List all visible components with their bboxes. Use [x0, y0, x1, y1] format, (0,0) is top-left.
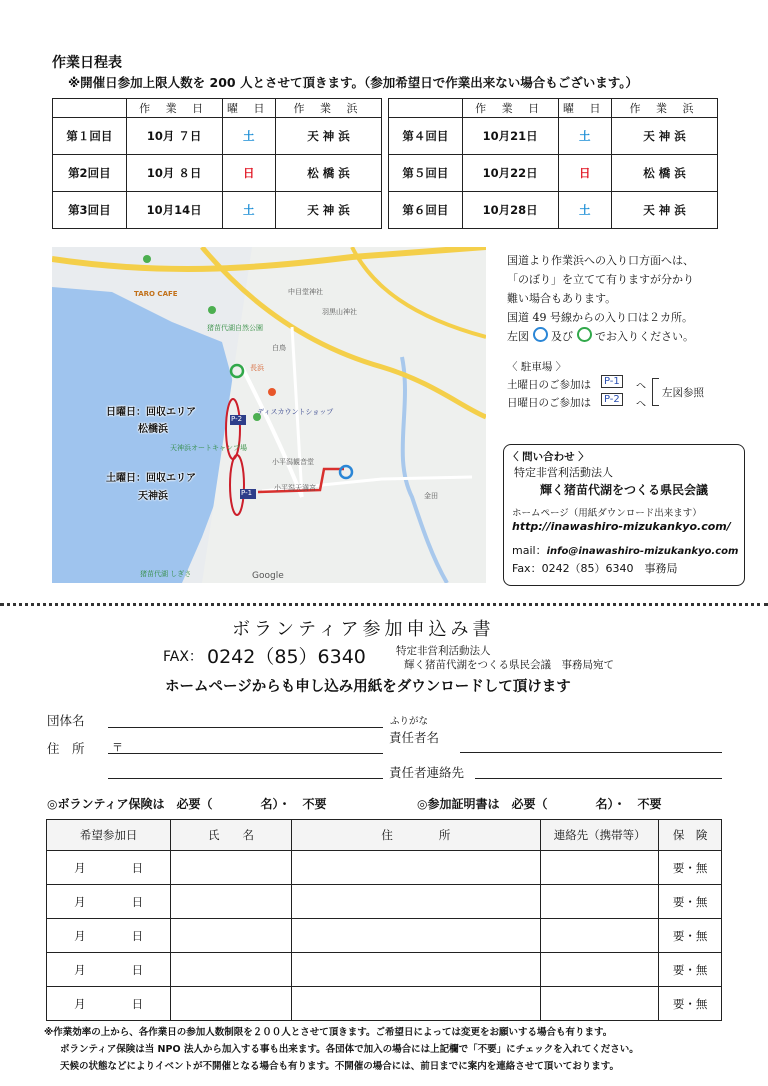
- name-cell[interactable]: [171, 919, 291, 953]
- mail-link[interactable]: info@inawashiro-mizukankyo.com: [546, 546, 739, 557]
- name-cell[interactable]: [171, 987, 291, 1021]
- address-cell[interactable]: [291, 919, 540, 953]
- name-cell[interactable]: [171, 885, 291, 919]
- contact-cell[interactable]: [541, 953, 659, 987]
- session-number: 第2回目: [53, 155, 127, 192]
- name-cell[interactable]: [171, 851, 291, 885]
- sunday-beach-label: 松橋浜: [138, 424, 168, 435]
- contact-cell[interactable]: [541, 987, 659, 1021]
- certificate-option[interactable]: ◎参加証明書は 必要（ 名）・ 不要: [417, 797, 662, 811]
- table-row: [47, 919, 722, 953]
- footer-note-1: ※作業効率の上から、各作業日の参加人数制限を２００人とさせて頂きます。ご希望日によっては変更をお願いする場合も有ります。: [44, 1027, 613, 1038]
- form-title: ボランティア参加申込み書: [232, 619, 495, 640]
- place-kaneda: 金田: [424, 492, 438, 500]
- table-row: [47, 851, 722, 885]
- header-day-right: 曜 日: [558, 99, 611, 118]
- session-date: 10月22日: [462, 155, 558, 192]
- leader-field[interactable]: [460, 752, 722, 753]
- schedule-row: [53, 118, 718, 155]
- session-beach: 松 橋 浜: [611, 155, 717, 192]
- session-number: 第１回目: [53, 118, 127, 155]
- insurance-cell[interactable]: 要・無: [659, 851, 722, 885]
- contact-fax: Fax：0242（85）6340 事務局: [512, 562, 678, 575]
- session-day: 土: [222, 192, 275, 229]
- place-mitsuba: 羽黒山神社: [322, 308, 357, 316]
- note-line: 「のぼり」を立てて有りますが分かり: [507, 273, 694, 286]
- contact-cell[interactable]: [541, 885, 659, 919]
- insurance-cell[interactable]: 要・無: [659, 885, 722, 919]
- note-line: 国道より作業浜への入り口方面へは、: [507, 254, 694, 267]
- insurance-cell[interactable]: 要・無: [659, 953, 722, 987]
- blue-circle-icon: [533, 327, 548, 342]
- table-row: [47, 885, 722, 919]
- place-camp: 天神浜オートキャンプ場: [170, 444, 247, 452]
- bracket-line: [652, 378, 659, 406]
- header-date-left: 作 業 日: [126, 99, 222, 118]
- p1-marker: P-1: [241, 489, 253, 497]
- leader-contact-field[interactable]: [475, 778, 722, 779]
- date-cell[interactable]: 月 日: [47, 919, 171, 953]
- contact-org2: 輝く猪苗代湖をつくる県民会議: [540, 483, 709, 497]
- address-field[interactable]: [108, 753, 383, 754]
- col-address: 住 所: [291, 820, 540, 851]
- directions-note: [507, 251, 694, 346]
- session-day: 土: [558, 192, 611, 229]
- parking-sat: 土曜日のご参加は: [507, 379, 591, 391]
- session-date: 10月14日: [126, 192, 222, 229]
- place-discount: ディスカウントショップ: [257, 408, 334, 416]
- col-contact: 連絡先（携帯等）: [541, 820, 659, 851]
- address-cell[interactable]: [291, 851, 540, 885]
- google-logo: Google: [252, 571, 284, 581]
- col-date: 希望参加日: [47, 820, 171, 851]
- form-download-note: ホームページからも申し込み用紙をダウンロードして頂けます: [165, 679, 571, 695]
- col-insurance: 保 険: [659, 820, 722, 851]
- session-beach: 松 橋 浜: [275, 155, 381, 192]
- bracket-icon: へ: [636, 381, 646, 392]
- address-field-2[interactable]: [108, 778, 383, 779]
- session-day: 土: [558, 118, 611, 155]
- schedule-note: ※開催日参加上限人数を 200 人とさせて頂きます。（参加希望日で作業出来ない場合もございます。）: [68, 75, 638, 90]
- green-circle-icon: [577, 327, 592, 342]
- contact-cell[interactable]: [541, 851, 659, 885]
- header-beach-right: 作 業 浜: [611, 99, 717, 118]
- place-taro-cafe: TARO CAFE: [134, 290, 178, 298]
- session-beach: 天 神 浜: [611, 192, 717, 229]
- place-park: 猪苗代湖自然公園: [207, 324, 263, 332]
- date-cell[interactable]: 月 日: [47, 987, 171, 1021]
- date-cell[interactable]: 月 日: [47, 851, 171, 885]
- schedule-row: [53, 155, 718, 192]
- contact-org1: 特定非営利活動法人: [514, 466, 613, 479]
- session-date: 10月 ８日: [126, 155, 222, 192]
- contact-mail: mail：info@inawashiro-mizukankyo.com: [512, 544, 739, 557]
- date-cell[interactable]: 月 日: [47, 885, 171, 919]
- place-bottom: 猪苗代湖 しぎさ: [140, 570, 192, 578]
- parking-sun: 日曜日のご参加は: [507, 397, 591, 409]
- session-beach: 天 神 浜: [275, 192, 381, 229]
- cut-line: [0, 603, 768, 606]
- session-date: 10月 ７日: [126, 118, 222, 155]
- contact-cell[interactable]: [541, 919, 659, 953]
- session-number: 第４回目: [389, 118, 463, 155]
- footer-note-3: 天候の状態などによりイベントが不開催となる場合も有ります。不開催の場合には、前日までに案内を連絡させて頂いております。: [60, 1061, 619, 1072]
- p2-marker: P-2: [231, 415, 243, 423]
- application-table: [46, 819, 722, 1021]
- form-fax-label: FAX：: [163, 649, 203, 665]
- bracket-icon: へ: [636, 399, 646, 410]
- session-day: 日: [558, 155, 611, 192]
- note-line: 難い場合もあります。: [507, 292, 617, 305]
- session-number: 第3回目: [53, 192, 127, 229]
- homepage-link[interactable]: http://inawashiro-mizukankyo.com/: [512, 520, 731, 533]
- date-cell[interactable]: 月 日: [47, 953, 171, 987]
- note-line: 国道 49 号線からの入り口は２カ所。: [507, 311, 693, 324]
- session-day: 土: [222, 118, 275, 155]
- header-beach-left: 作 業 浜: [275, 99, 381, 118]
- saturday-area-label: 土曜日：回収エリア: [106, 473, 196, 484]
- parking-p1-badge: P-1: [601, 375, 623, 388]
- insurance-cell[interactable]: 要・無: [659, 987, 722, 1021]
- form-fax-number: 0242（85）6340: [207, 646, 366, 668]
- place-tenmangu: 小平潟天満宮: [274, 484, 316, 492]
- session-beach: 天 神 浜: [275, 118, 381, 155]
- saturday-beach-label: 天神浜: [138, 491, 168, 502]
- session-day: 日: [222, 155, 275, 192]
- parking-ref: 左図参照: [662, 387, 704, 399]
- place-kannon: 小平潟観音堂: [272, 458, 314, 466]
- header-day-left: 曜 日: [222, 99, 275, 118]
- area-map: [52, 247, 486, 583]
- address-cell[interactable]: [291, 987, 540, 1021]
- furigana-label: ふりがな: [390, 716, 429, 727]
- schedule-row: [53, 192, 718, 229]
- contact-title: 〈 問い合わせ 〉: [508, 451, 589, 463]
- session-date: 10月28日: [462, 192, 558, 229]
- header-date-right: 作 業 日: [462, 99, 558, 118]
- parking-title: 〈 駐車場 〉: [507, 361, 567, 373]
- address-cell[interactable]: [291, 953, 540, 987]
- form-to-org1: 特定非営利活動法人: [396, 645, 491, 657]
- insurance-cell[interactable]: 要・無: [659, 919, 722, 953]
- postal-mark: 〒: [112, 741, 123, 754]
- table-row: [47, 987, 722, 1021]
- address-cell[interactable]: [291, 885, 540, 919]
- place-shirotori: 白鳥: [272, 344, 286, 352]
- session-beach: 天 神 浜: [611, 118, 717, 155]
- sunday-area-label: 日曜日：回収エリア: [106, 407, 196, 418]
- table-row: [47, 953, 722, 987]
- leader-contact-label: 責任者連絡先: [389, 765, 465, 780]
- insurance-option[interactable]: ◎ボランティア保険は 必要（ 名）・ 不要: [47, 797, 327, 811]
- contact-box: [503, 444, 745, 586]
- session-number: 第６回目: [389, 192, 463, 229]
- footer-note-2: ボランティア保険は当 NPO 法人から加入する事も出来ます。各団体で加入の場合には上記欄で「不要」にチェックを入れてください。: [60, 1044, 639, 1055]
- form-to-org2: 輝く猪苗代湖をつくる県民会議 事務局宛て: [404, 659, 614, 671]
- col-name: 氏 名: [171, 820, 291, 851]
- name-cell[interactable]: [171, 953, 291, 987]
- group-name-field[interactable]: [108, 727, 383, 728]
- schedule-table: [52, 98, 718, 229]
- place-nagahama: 長浜: [250, 364, 264, 372]
- address-label: 住 所: [47, 741, 85, 756]
- schedule-title: 作業日程表: [52, 55, 122, 71]
- contact-hp-label: ホームページ（用紙ダウンロード出来ます）: [512, 508, 702, 519]
- session-number: 第５回目: [389, 155, 463, 192]
- group-name-label: 団体名: [47, 713, 85, 728]
- place-shrine: 中目堂神社: [288, 288, 323, 296]
- leader-label: 責任者名: [389, 730, 440, 745]
- session-date: 10月21日: [462, 118, 558, 155]
- note-line: 左図 及び でお入りください。: [507, 327, 694, 346]
- parking-p2-badge: P-2: [601, 393, 623, 406]
